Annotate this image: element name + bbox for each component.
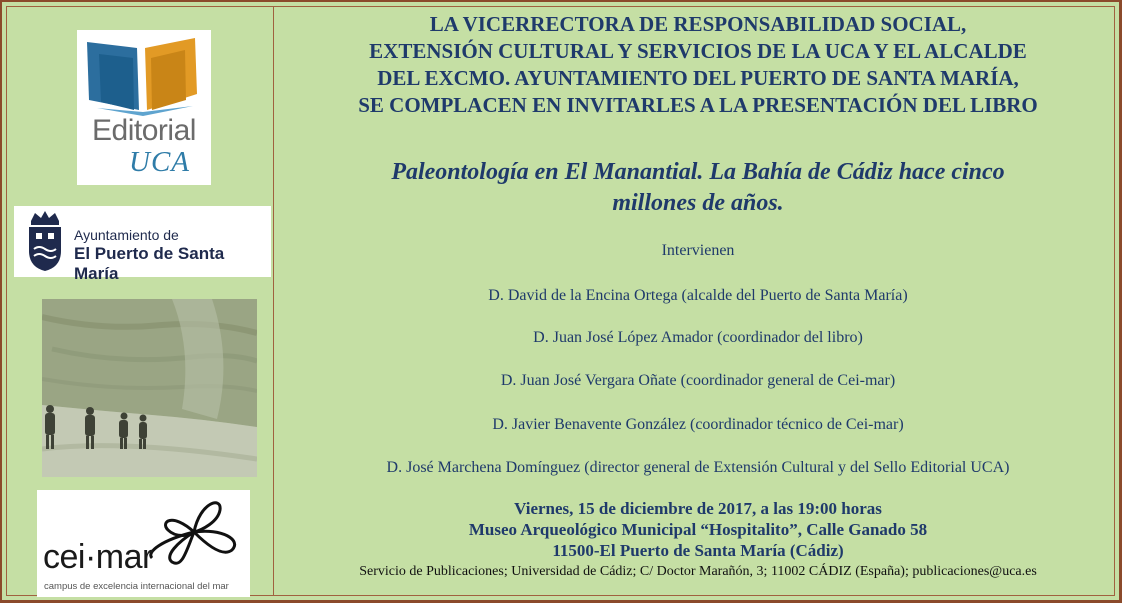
ceimar-wordmark: cei·mar xyxy=(43,538,153,576)
ayuntamiento-label: Ayuntamiento de xyxy=(74,227,179,243)
book-title-line: Paleontología en El Manantial. La Bahía de Cádiz hace cinco xyxy=(391,159,1005,185)
speakers-label: Intervienen xyxy=(661,242,735,259)
event-venue: Museo Arqueológico Municipal “Hospitalito”, Calle Ganado 58 xyxy=(468,520,928,539)
editorial-uca-logo xyxy=(77,30,211,185)
sidebar-divider xyxy=(273,6,274,596)
book-title-line: millones de años. xyxy=(612,190,784,216)
ceimar-tagline: campus de excelencia internacional del mar xyxy=(44,581,229,592)
header-line: DEL EXCMO. AYUNTAMIENTO DEL PUERTO DE SANTA MARÍA, xyxy=(377,66,1019,90)
ceimar-flower-icon xyxy=(142,492,247,570)
ayuntamiento-logo xyxy=(14,206,271,283)
speaker-item: D. Juan José Vergara Oñate (coordinador general de Cei-mar) xyxy=(500,372,896,389)
ayuntamiento-name: El Puerto de Santa María xyxy=(74,244,225,283)
open-book-icon xyxy=(77,30,211,116)
header-line: SE COMPLACEN EN INVITARLES A LA PRESENTACIÓN DEL LIBRO xyxy=(358,93,1038,117)
event-date: Viernes, 15 de diciembre de 2017, a las 19:00 horas xyxy=(514,499,882,518)
speaker-item: D. David de la Encina Ortega (alcalde del Puerto de Santa María) xyxy=(488,287,908,304)
header-line: EXTENSIÓN CULTURAL Y SERVICIOS DE LA UCA Y EL ALCALDE xyxy=(369,39,1027,63)
speaker-item: D. José Marchena Domínguez (director general de Extensión Cultural y del Sello Editorial UCA) xyxy=(386,459,1010,476)
speaker-item: D. Juan José López Amador (coordinador del libro) xyxy=(533,329,863,346)
editorial-wordmark: Editorial xyxy=(92,114,196,147)
book-title xyxy=(278,157,1118,219)
event-details xyxy=(278,498,1118,561)
publisher-footer: Servicio de Publicaciones; Universidad de Cádiz; C/ Doctor Marañón, 3; 11002 CÁDIZ (España); publicaciones@uca.es xyxy=(359,564,1037,579)
municipal-crest-icon xyxy=(25,209,65,273)
speaker-item: D. Javier Benavente González (coordinador técnico de Cei-mar) xyxy=(492,416,904,433)
excavation-photo xyxy=(42,299,257,477)
event-city: 11500-El Puerto de Santa María (Cádiz) xyxy=(552,541,844,560)
header-line: LA VICERRECTORA DE RESPONSABILIDAD SOCIAL, xyxy=(429,12,967,36)
invitation-header xyxy=(278,11,1118,119)
uca-wordmark: UCA xyxy=(129,146,190,178)
ceimar-logo xyxy=(37,490,250,597)
